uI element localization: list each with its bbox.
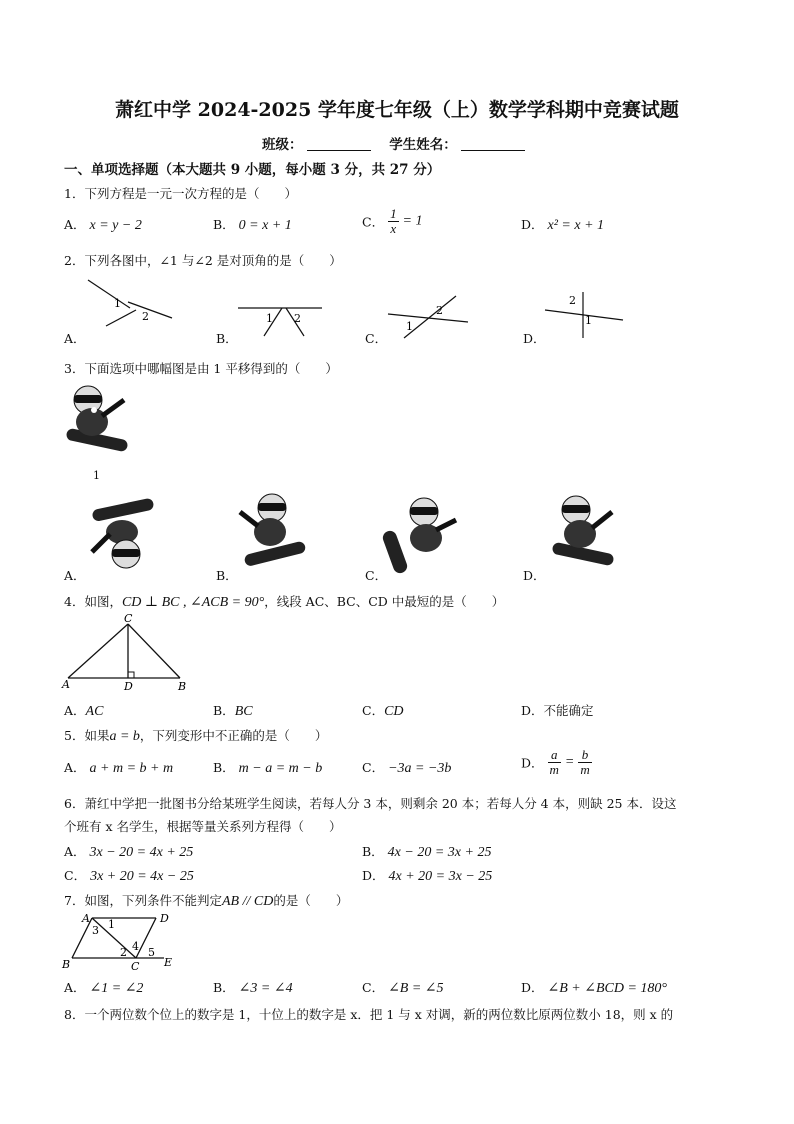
svg-text:2: 2 xyxy=(120,946,127,959)
q5-option-a: A． a + m = b + m xyxy=(64,760,174,776)
q5-option-d: D． $\frac{a}{m}$ = $\frac{b}{m}$ xyxy=(521,747,590,777)
q2-figure-a xyxy=(88,280,178,330)
svg-text:1: 1 xyxy=(114,297,121,310)
q1-c-fraction: $\frac{1}{x}$ xyxy=(390,206,397,236)
q3-original-label: 1 xyxy=(93,469,100,482)
page-title: 萧红中学 2024-2025 学年度七年级（上）数学学科期中竞赛试题 xyxy=(115,99,679,121)
section-heading: 一、单项选择题（本大题共 9 小题，每小题 3 分，共 27 分） xyxy=(64,162,441,178)
q4-option-b: B．BC xyxy=(213,703,253,719)
name-label: 学生姓名： xyxy=(389,137,457,153)
svg-text:1: 1 xyxy=(266,312,273,325)
name-blank[interactable] xyxy=(461,150,525,151)
q7-option-a: A． ∠1 = ∠2 xyxy=(64,980,144,996)
svg-text:C: C xyxy=(124,612,133,625)
q4-stem: 4．如图，CD ⊥ BC , ∠ACB = 90°，线段 AC、BC、CD 中最短的是（ ） xyxy=(64,594,505,610)
svg-text:2: 2 xyxy=(142,310,149,323)
mascot-option-a-image xyxy=(86,494,158,574)
svg-text:A: A xyxy=(62,678,70,691)
svg-text:4: 4 xyxy=(132,940,139,953)
q2-option-c: C． xyxy=(365,331,388,346)
q6-option-c: C． 3x + 20 = 4x − 25 xyxy=(64,868,194,884)
q2-figure-d xyxy=(545,290,635,340)
svg-text:A: A xyxy=(82,912,90,925)
q7-parallelogram-figure xyxy=(60,908,190,972)
q2-option-a: A． xyxy=(64,331,86,346)
svg-text:C: C xyxy=(131,960,140,973)
q6-option-b: B． 4x − 20 = 3x + 25 xyxy=(362,844,492,860)
svg-text:2: 2 xyxy=(294,312,301,325)
mascot-original-image xyxy=(62,382,132,466)
q4-option-a: A．AC xyxy=(64,703,104,719)
q8-stem: 8．一个两位数个位上的数字是 1，十位上的数字是 x．把 1 与 x 对调，新的两位数比原两位数小 18，则 x 的 xyxy=(64,1007,674,1022)
q6-stem-line2: 个班有 x 名学生，根据等量关系列方程得（ ） xyxy=(64,819,342,834)
q6-stem-line1: 6．萧红中学把一批图书分给某班学生阅读，若每人分 3 本，则剩余 20 本；若每人分 4 本，则缺 25 本．设这 xyxy=(64,796,677,811)
q1-option-a: A． x = y − 2 xyxy=(64,217,142,233)
svg-text:E: E xyxy=(164,956,173,969)
class-blank[interactable] xyxy=(307,150,371,151)
student-info-line xyxy=(262,133,539,153)
q1-stem: 1．下列方程是一元一次方程的是（ ） xyxy=(64,186,297,201)
q1-option-b: B． 0 = x + 1 xyxy=(213,217,292,233)
svg-text:5: 5 xyxy=(148,946,155,959)
mascot-option-d-image xyxy=(546,490,618,576)
q2-figure-b xyxy=(238,300,328,340)
svg-text:3: 3 xyxy=(92,924,99,937)
q1-option-c: C． $\frac{1}{x}$ = 1 xyxy=(362,206,423,236)
q7-option-b: B． ∠3 = ∠4 xyxy=(213,980,293,996)
q4-triangle-figure xyxy=(62,614,192,694)
q3-option-c: C． xyxy=(365,568,388,583)
mascot-option-c-image xyxy=(384,490,464,576)
q5-stem: 5．如果a = b，下列变形中不正确的是（ ） xyxy=(64,728,328,744)
svg-text:2: 2 xyxy=(569,294,576,307)
svg-text:1: 1 xyxy=(585,314,592,327)
q7-option-c: C． ∠B = ∠5 xyxy=(362,980,444,996)
q7-option-d: D． ∠B + ∠BCD = 180° xyxy=(521,980,668,996)
svg-text:D: D xyxy=(160,912,169,925)
q1-option-d: D． x² = x + 1 xyxy=(521,217,605,233)
q6-option-d: D． 4x + 20 = 3x − 25 xyxy=(362,868,493,884)
svg-text:2: 2 xyxy=(436,304,443,317)
mascot-option-b-image xyxy=(236,490,308,574)
svg-text:B: B xyxy=(62,958,71,971)
class-label: 班级： xyxy=(262,137,303,153)
q3-option-b: B． xyxy=(216,568,238,583)
q2-option-d: D． xyxy=(523,331,546,346)
q4-option-d: D．不能确定 xyxy=(521,703,594,718)
q2-option-b: B． xyxy=(216,331,238,346)
svg-text:B: B xyxy=(178,680,187,693)
q2-figure-c xyxy=(388,292,478,340)
q7-stem: 7．如图，下列条件不能判定AB // CD的是（ ） xyxy=(64,893,349,909)
q5-option-c: C． −3a = −3b xyxy=(362,760,452,776)
svg-text:1: 1 xyxy=(108,918,115,931)
svg-text:1: 1 xyxy=(406,320,413,333)
q3-option-a: A． xyxy=(64,568,86,583)
svg-text:D: D xyxy=(124,680,133,693)
q4-option-c: C．CD xyxy=(362,703,404,719)
q6-option-a: A． 3x − 20 = 4x + 25 xyxy=(64,844,194,860)
q3-stem: 3．下面选项中哪幅图是由 1 平移得到的（ ） xyxy=(64,361,338,376)
q2-stem: 2．下列各图中，∠1 与∠2 是对顶角的是（ ） xyxy=(64,253,342,268)
q5-option-b: B． m − a = m − b xyxy=(213,760,323,776)
q3-option-d: D． xyxy=(523,568,546,583)
